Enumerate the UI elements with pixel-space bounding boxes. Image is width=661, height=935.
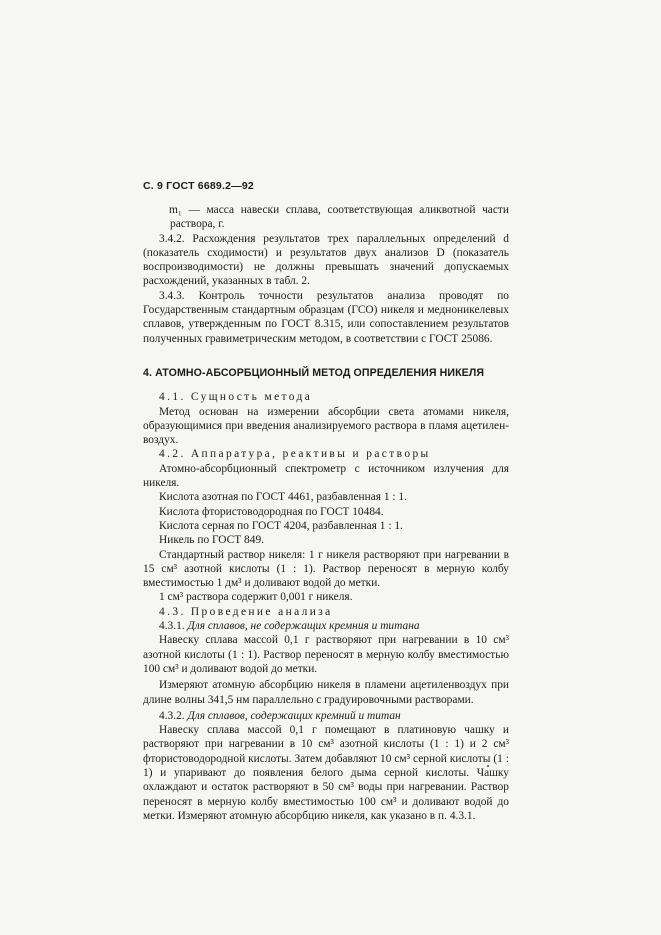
subsection-4-1-title: 4.1. Сущность метода — [159, 391, 313, 404]
subsection-4-3-1-heading — [143, 619, 509, 633]
subsection-4-3-1-title: Для сплавов, не содержащих кремния и титана — [187, 620, 420, 633]
standard-solution: Стандартный раствор никеля: 1 г никеля растворяют при нагревании в 15 см³ азотной кислоты (1 : 1). Раствор переносят в мерную колбу вместимостью 1 дм³ и доливают водой до метки. — [143, 548, 509, 590]
page-header: С. 9 ГОСТ 6689.2—92 — [143, 180, 254, 192]
subsection-4-1-text: Метод основан на измерении абсорбции света атомами никеля, образующимися при введения анализируемого раствора в пламя ацетилен-воздух. — [143, 405, 509, 447]
subsection-4-3-title: 4.3. Проведение анализа — [159, 605, 333, 618]
subsection-4-2-text: Атомно-абсорбционный спектрометр с источником излучения для никеля. — [143, 462, 509, 490]
section-title: 4. АТОМНО-АБСОРБЦИОННЫЙ МЕТОД ОПРЕДЕЛЕНИЯ НИКЕЛЯ — [143, 366, 485, 379]
document-body — [143, 203, 509, 823]
reagent-nickel: Никель по ГОСТ 849. — [159, 534, 264, 547]
subsection-4-2-title: 4.2. Аппаратура, реактивы и растворы — [159, 448, 431, 461]
subsection-4-3-2-text: Навеску сплава массой 0,1 г помещают в платиновую чашку и растворяют при нагревании в 10 см³ азотной кислоты (1 : 1) и 2 см³ фтористоводородной кислоты. Затем добавляют 10 см³ серной кислоты (1 : 1) и упаривают до появления белого дыма серной кислоты. Чашку охлаждают и остаток растворяют в 50 см³ воды при нагревании. Раствор переносят в мерную колбу вместимостью 100 см³ и доливают водой до метки. Измеряют атомную абсорбцию никеля, как указано в п. 4.3.1. — [143, 724, 509, 822]
subsection-4-3-2-number: 4.3.2. — [159, 709, 185, 722]
scan-speck — [487, 765, 489, 767]
subsection-4-3-2-title: Для сплавов, содержащих кремний и титан — [187, 709, 401, 722]
subsection-4-3-1-text-1: Навеску сплава массой 0,1 г растворяют при нагревании в 10 см³ азотной кислоты (1 : 1). Раствор переносят в мерную колбу вместимостью 100 см³ и доливают водой до метки. — [143, 634, 509, 675]
paragraph-3-4-3: 3.4.3. Контроль точности результатов анализа проводят по Государственным стандартным образцам (ГСО) никеля и медноникелевых сплавов, утвержденным по ГОСТ 8.315, или сопоставлением результатов полученных гравиметрическим методом, в соответствии с ГОСТ 25086. — [143, 289, 509, 345]
subsection-4-3-1-text-2: Измеряют атомную абсорбцию никеля в пламени ацетиленвоздух при длине волны 341,5 нм параллельно с градуировочными растворами. — [143, 679, 509, 706]
paragraph-m1: m₁ — масса навески сплава, соответствующая аликвотной части раствора, г. — [169, 204, 509, 231]
reagent-sulfuric-acid: Кислота серная по ГОСТ 4204, разбавленная 1 : 1. — [159, 519, 403, 532]
subsection-4-3-2-heading — [143, 709, 509, 723]
paragraph-3-4-2: 3.4.2. Расхождения результатов трех параллельных определений d (показатель сходимости) и результатов двух анализов D (показатель воспроизводимости) не должны превышать значений допускаемых расхождений, указанных в табл. 2. — [143, 232, 509, 288]
subsection-4-3-1-number: 4.3.1. — [159, 620, 185, 633]
solution-content: 1 см³ раствора содержит 0,001 г никеля. — [159, 591, 353, 604]
reagent-nitric-acid: Кислота азотная по ГОСТ 4461, разбавленная 1 : 1. — [159, 491, 407, 504]
reagent-hydrofluoric-acid: Кислота фтористоводородная по ГОСТ 10484. — [159, 505, 384, 518]
